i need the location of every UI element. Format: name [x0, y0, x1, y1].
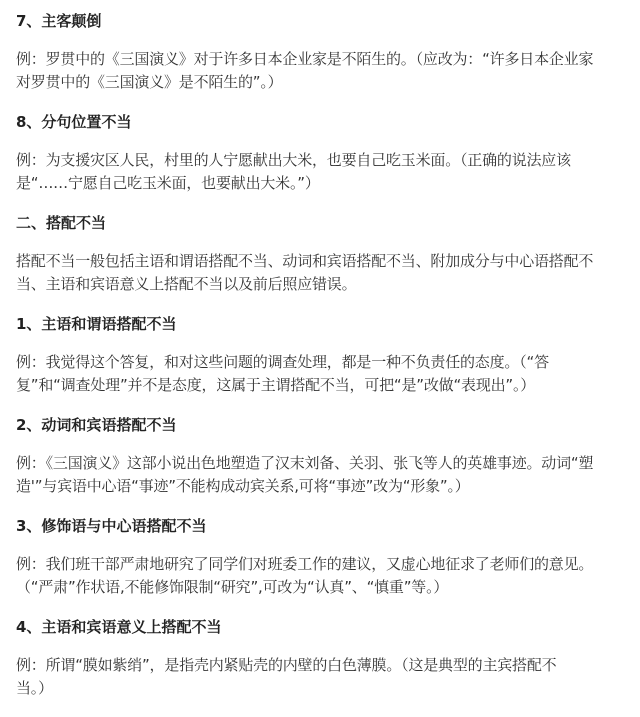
paragraph-line: 是“……宁愿自己吃玉米面，也要献出大米。”）	[16, 174, 320, 192]
section-heading-7: 7、主客颠倒	[16, 12, 102, 30]
section-paragraph-4	[16, 654, 634, 700]
section-paragraph-2	[16, 452, 634, 498]
section-heading-2-main: 二、搭配不当	[16, 214, 107, 232]
paragraph-line: 对罗贯中的《三国演义》是不陌生的”。）	[16, 73, 283, 91]
section-heading-4: 4、主语和宾语意义上搭配不当	[16, 618, 222, 636]
paragraph-line: 当。）	[16, 679, 53, 697]
section-paragraph-8	[16, 149, 634, 195]
paragraph-line: 复”和“调查处理”并不是态度，这属于主谓搭配不当，可把“是”改做“表现出”。）	[16, 376, 536, 394]
paragraph-line: 例：所谓“膜如紫绡”，是指壳内紧贴壳的内壁的白色薄膜。（这是典型的主宾搭配不	[16, 656, 557, 674]
paragraph-line: 例：我觉得这个答复，和对这些问题的调查处理，都是一种不负责任的态度。（“答	[16, 353, 549, 371]
section-heading-8: 8、分句位置不当	[16, 113, 132, 131]
article-body	[16, 10, 634, 717]
paragraph-line: （“严肃”作状语,不能修饰限制“研究”,可改为“认真”、“慎重”等。）	[16, 578, 449, 596]
section-heading-2: 2、动词和宾语搭配不当	[16, 416, 177, 434]
paragraph-line: 例：罗贯中的《三国演义》对于许多日本企业家是不陌生的。（应改为：“许多日本企业家	[16, 50, 594, 68]
section-paragraph-3	[16, 553, 634, 599]
paragraph-line: 当、主语和宾语意义上搭配不当以及前后照应错误。	[16, 275, 357, 293]
paragraph-line: 例：为支援灾区人民，村里的人宁愿献出大米，也要自己吃玉米面。（正确的说法应该	[16, 151, 571, 169]
section-heading-3: 3、修饰语与中心语搭配不当	[16, 517, 207, 535]
section-paragraph-2-main	[16, 250, 634, 296]
paragraph-line: 造'”与宾语中心语“事迹”不能构成动宾关系,可将“事迹”改为“形象”。）	[16, 477, 470, 495]
paragraph-line: 例：我们班干部严肃地研究了同学们对班委工作的建议，又虚心地征求了老师们的意见。	[16, 555, 594, 573]
section-paragraph-7	[16, 48, 634, 94]
section-paragraph-1	[16, 351, 634, 397]
paragraph-line: 搭配不当一般包括主语和谓语搭配不当、动词和宾语搭配不当、附加成分与中心语搭配不	[16, 252, 594, 270]
paragraph-line: 例：《三国演义》这部小说出色地塑造了汉末刘备、关羽、张飞等人的英雄事迹。动词“塑	[16, 454, 594, 472]
section-heading-1: 1、主语和谓语搭配不当	[16, 315, 177, 333]
